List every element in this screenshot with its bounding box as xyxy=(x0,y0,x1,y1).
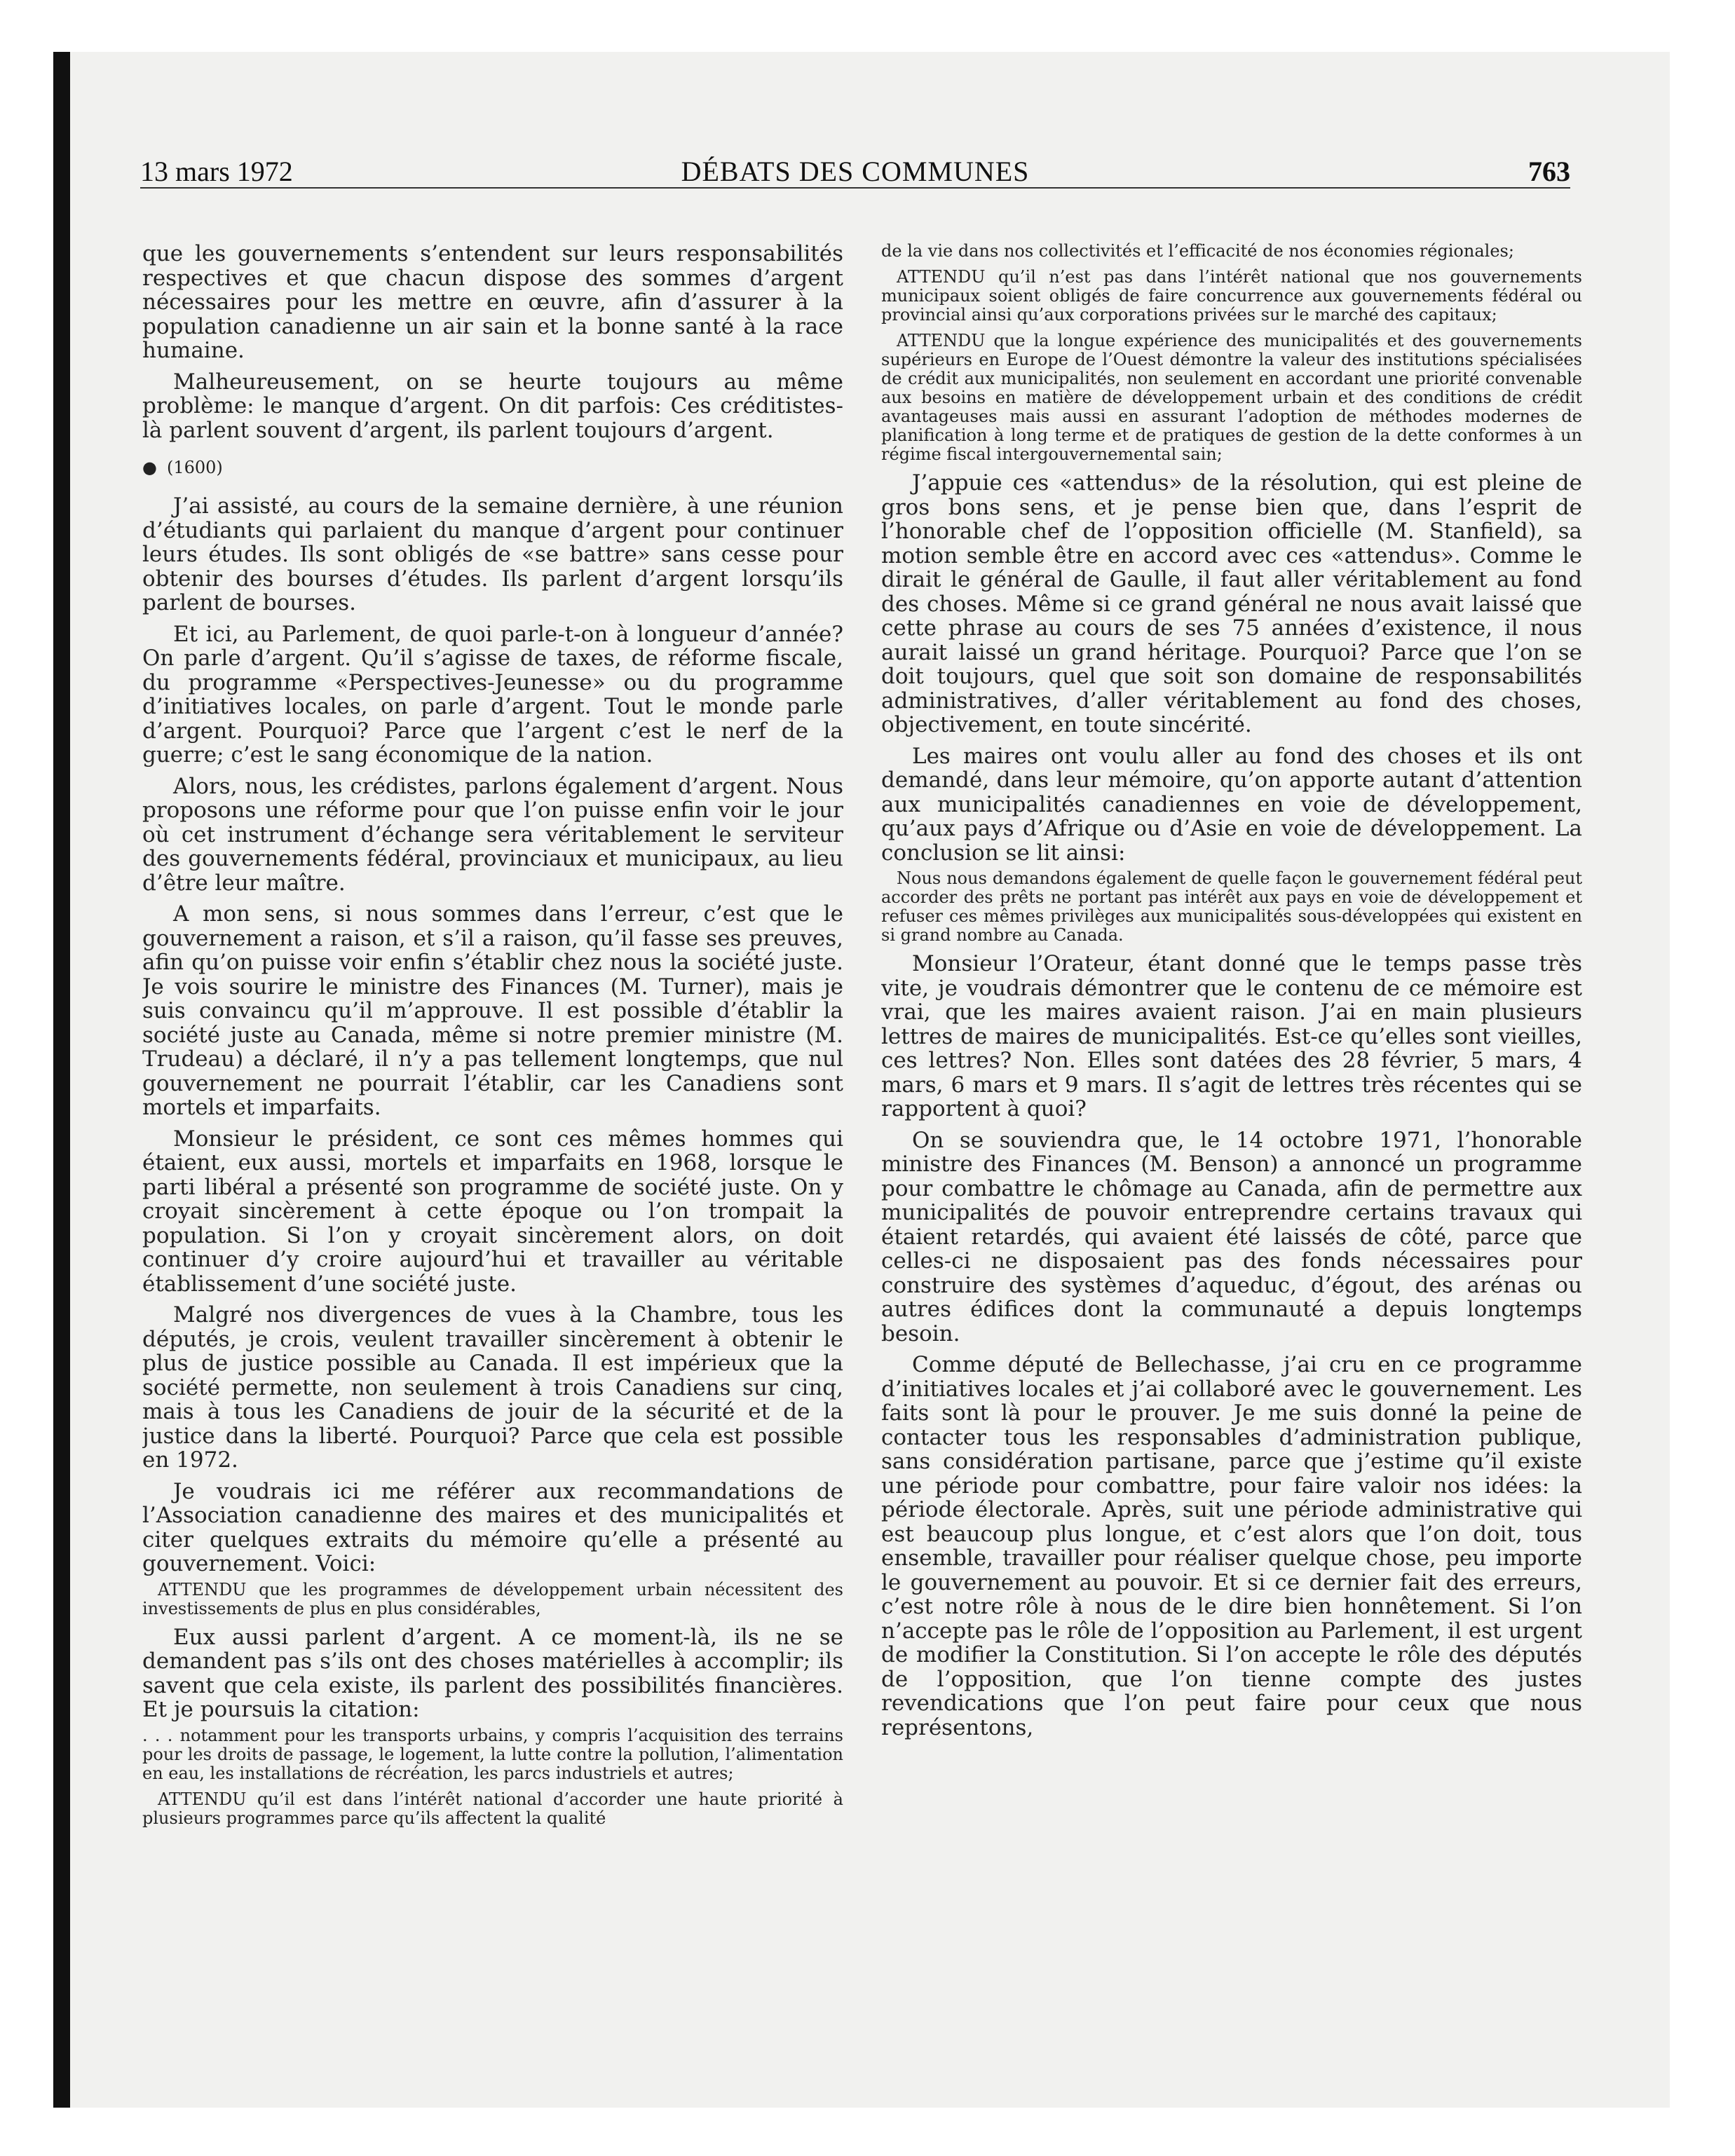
quotation: ATTENDU qu’il est dans l’intérêt national d’accorder une haute priorité à plusieurs programmes parce qu’ils affectent la qualité xyxy=(142,1789,843,1828)
quotation: ATTENDU que les programmes de développement urbain nécessitent des investissements de plus en plus considérables, xyxy=(142,1579,843,1618)
binding-edge xyxy=(53,52,70,2108)
paragraph: que les gouvernements s’entendent sur leurs responsabilités respectives et que chacun dispose des sommes d’argent nécessaires pour les mettre en œuvre, afin d’assurer à la population canadienne un air sain et la bonne santé à la race humaine. xyxy=(142,242,843,363)
time-marker xyxy=(142,458,843,477)
paragraph: Alors, nous, les crédistes, parlons également d’argent. Nous proposons une réforme pour que l’on puisse enfin voir le jour où cet instrument d’échange sera véritablement le serviteur des gouvernements fédéral, provinciaux et municipaux, au lieu d’être leur maître. xyxy=(142,773,843,896)
paragraph: Et ici, au Parlement, de quoi parle-t-on à longueur d’année? On parle d’argent. Qu’il s’agisse de taxes, de réforme fiscale, du programme «Perspectives-Jeunesse» ou du programme d’initiatives locales, on parle d’argent. Tout le monde parle d’argent. Pourquoi? Parce que l’argent c’est le nerf de la guerre; c’est le sang économique de la nation. xyxy=(142,621,843,767)
quotation: . . . notamment pour les transports urbains, y compris l’acquisition des terrains pour les droits de passage, le logement, la lutte contre la pollution, l’alimentation en eau, les installations de récréation, les parcs industriels et autres; xyxy=(142,1725,843,1783)
quotation: ATTENDU que la longue expérience des municipalités et des gouvernements supérieurs en Europe de l’Ouest démontre la valeur des institutions spécialisées de crédit aux municipalités, non seulement en accordant une priorité convenable aux besoins en matière de développement urbain et des conditions de crédit avantageuses mais aussi en assurant l’adoption de méthodes modernes de planification à long terme et de pratiques de gestion de la dette conformes à un régime fiscal intergouvernemental sain; xyxy=(881,331,1582,464)
quotation: ATTENDU qu’il n’est pas dans l’intérêt national que nos gouvernements municipaux soient obligés de faire concurrence aux gouvernements fédéral ou provincial ainsi qu’aux corporations privées sur le marché des capitaux; xyxy=(881,267,1582,325)
paragraph: Eux aussi parlent d’argent. A ce moment-là, ils ne se demandent pas s’ils ont des choses matérielles à accomplir; ils savent que cela existe, ils parlent des possibilités financières. Et je poursuis la citation: xyxy=(142,1624,843,1722)
header-date: 13 mars 1972 xyxy=(140,156,293,187)
paragraph: Les maires ont voulu aller au fond des choses et ils ont demandé, dans leur mémoire, qu’on apporte autant d’attention aux municipalités canadiennes en voie de développement, qu’aux pays d’Afrique ou d’Asie en voie de développement. La conclusion se lit ainsi: xyxy=(881,743,1582,866)
paragraph: J’ai assisté, au cours de la semaine dernière, à une réunion d’étudiants qui parlaient du manque d’argent pour continuer leurs études. Ils sont obligés de «se battre» sans cesse pour obtenir des bourses d’études. Ils parlent d’argent lorsqu’ils parlent de bourses. xyxy=(142,493,843,615)
right-column xyxy=(881,242,1582,2078)
bullet-icon: ● xyxy=(142,458,157,477)
page-number: 763 xyxy=(1528,156,1570,187)
paragraph: On se souviendra que, le 14 octobre 1971, l’honorable ministre des Finances (M. Benson) a annoncé un programme pour combattre le chômage au Canada, afin de permettre aux municipalités de pouvoir entreprendre certains travaux qui étaient retardés, qui avaient été laissés de côté, parce que celles-ci ne disposaient pas des fonds nécessaires pour construire des systèmes d’aqueduc, d’égout, des arénas ou autres édifices dont la communauté a depuis longtemps besoin. xyxy=(881,1127,1582,1346)
quotation: Nous nous demandons également de quelle façon le gouvernement fédéral peut accorder des prêts ne portant pas intérêt aux pays en voie de développement et refuser ces mêmes privilèges aux municipalités sous-développées qui existent en si grand nombre au Canada. xyxy=(881,868,1582,945)
paragraph: J’appuie ces «attendus» de la résolution, qui est pleine de gros bons sens, et je pense bien que, dans l’esprit de l’honorable chef de l’opposition officielle (M. Stanfield), sa motion semble être en accord avec ces «attendus». Comme le dirait le général de Gaulle, il faut aller véritablement au fond des choses. Même si ce grand général ne nous avait laissé que cette phrase au cours de ses 75 années d’existence, il nous aurait laissé un grand héritage. Pourquoi? Parce que l’on se doit toujours, quel que soit son domaine de responsabilités administratives, d’aller véritablement au fond des choses, objectivement, en toute sincérité. xyxy=(881,470,1582,737)
left-column xyxy=(142,242,843,2078)
paragraph: Malgré nos divergences de vues à la Chambre, tous les députés, je crois, veulent travailler sincèrement à obtenir le plus de justice possible au Canada. Il est impérieux que la société permette, non seulement à trois Canadiens sur cinq, mais à tous les Canadiens de jouir de la sécurité et de la justice dans la liberté. Pourquoi? Parce que cela est possible en 1972. xyxy=(142,1302,843,1473)
time-stamp: (1600) xyxy=(166,458,223,477)
paragraph: Monsieur le président, ce sont ces mêmes hommes qui étaient, eux aussi, mortels et imparfaits en 1968, lorsque le parti libéral a présenté son programme de société juste. On y croyait sincèrement à cette époque ou l’on trompait la population. Si l’on y croyait sincèrement alors, on doit continuer d’y croire aujourd’hui et travailler au véritable établissement d’une société juste. xyxy=(142,1126,843,1297)
paragraph: Comme député de Bellechasse, j’ai cru en ce programme d’initiatives locales et j’ai collaboré avec le gouvernement. Les faits sont là pour le prouver. Je me suis donné la peine de contacter tous les responsables d’administration publique, sans considération partisane, parce que j’estime qu’il existe une période pour combattre, pour faire valoir nos idées: la période électorale. Après, suit une période administrative qui est beaucoup plus longue, et c’est alors que l’on doit, tous ensemble, travailler pour réaliser quelque chose, peu importe le gouvernement au pouvoir. Et si ce dernier fait des erreurs, c’est notre rôle à nous de le dire bien honnêtement. Si l’on n’accepte pas le rôle de l’opposition au Parlement, il est urgent de modifier la Constitution. Si l’on accepte le rôle des députés de l’opposition, que l’on tienne compte des justes revendications que l’on peut faire pour ceux que nous représentons, xyxy=(881,1352,1582,1740)
quotation: de la vie dans nos collectivités et l’efficacité de nos économies régionales; xyxy=(881,242,1514,261)
page-header xyxy=(140,151,1570,189)
header-title: DÉBATS DES COMMUNES xyxy=(681,156,1030,187)
paragraph: A mon sens, si nous sommes dans l’erreur, c’est que le gouvernement a raison, et s’il a raison, qu’il fasse ses preuves, afin qu’on puisse voir enfin s’établir chez nous la société juste. Je vois sourire le ministre des Finances (M. Turner), mais je suis convaincu qu’il m’approuve. Il est possible d’établir la société juste au Canada, même si notre premier ministre (M. Trudeau) a déclaré, il n’y a pas tellement longtemps, que nul gouvernement ne pourrait l’établir, car les Canadiens sont mortels et imparfaits. xyxy=(142,901,843,1120)
paragraph: Je voudrais ici me référer aux recommandations de l’Association canadienne des maires et des municipalités et citer quelques extraits du mémoire qu’elle a présenté au gouvernement. Voici: xyxy=(142,1478,843,1576)
paragraph: Malheureusement, on se heurte toujours au même problème: le manque d’argent. On dit parfois: Ces créditistes-là parlent souvent d’argent, ils parlent toujours d’argent. xyxy=(142,369,843,443)
paragraph: Monsieur l’Orateur, étant donné que le temps passe très vite, je voudrais démontrer que le contenu de ce mémoire est vrai, que les maires avaient raison. J’ai en main plusieurs lettres de maires de municipalités. Est-ce qu’elles sont vieilles, ces lettres? Non. Elles sont datées des 28 février, 5 mars, 4 mars, 6 mars et 9 mars. Il s’agit de lettres très récentes qui se rapportent à quoi? xyxy=(881,951,1582,1121)
